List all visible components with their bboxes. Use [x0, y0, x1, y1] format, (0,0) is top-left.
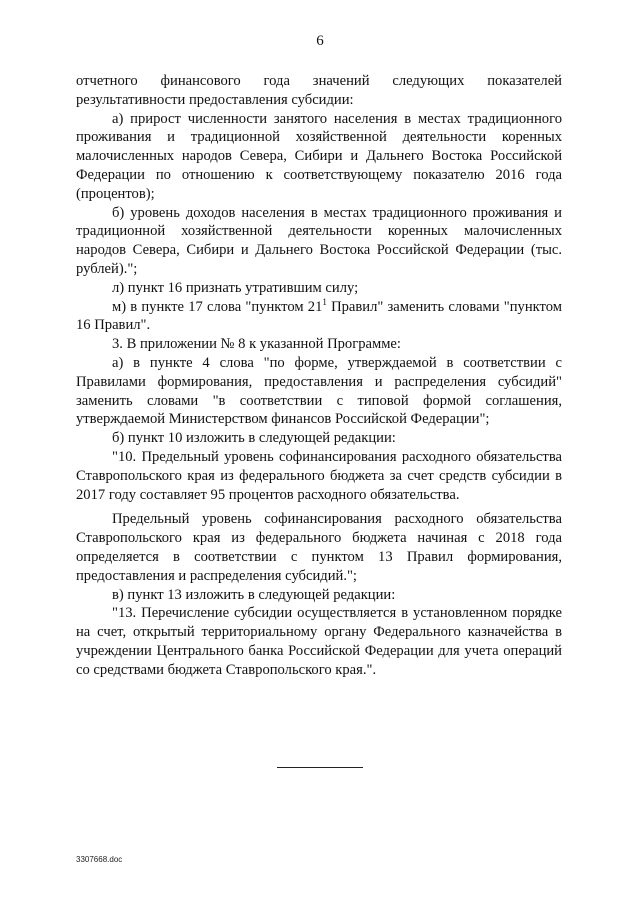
page-number: 6 [316, 33, 324, 49]
paragraph-section-3-item-a: а) в пункте 4 слова "по форме, утверждаемой в соответствии с Правилами формирования, предоставления и распределения субсидий" заменить словами "в соответствии с типовой формой соглашения, утверждаемой Министерством финансов Российской Федерации"; [76, 354, 562, 428]
item-m-text-before: м) в пункте 17 слова "пунктом 21 [112, 298, 323, 315]
paragraph-item-l: л) пункт 16 признать утратившим силу; [112, 279, 359, 296]
document-body [76, 72, 562, 680]
paragraph-point-10: "10. Предельный уровень софинансирования расходного обязательства Ставропольского края из федерального бюджета за счет средств субсидии в 2017 году составляет 95 процентов расходного обязательства. [76, 448, 562, 503]
footer-filename: 3307668.doc [76, 855, 123, 864]
item-m-text-after: Правил" заменить словами "пунктом 16 Правил". [76, 298, 562, 334]
paragraph-continuation: отчетного финансового года значений следующих показателей результативности предоставления субсидии: [76, 73, 562, 108]
paragraph-section-3-item-b: б) пункт 10 изложить в следующей редакции: [112, 430, 396, 447]
paragraph-point-13: "13. Перечисление субсидии осуществляется в установленном порядке на счет, открытый территориальному органу Федерального казначейства в учреждении Центрального банка Российской Федерации для учета операций со средствами бюджета Ставропольского края.". [76, 605, 562, 678]
item-m-superscript: 1 [322, 296, 327, 307]
paragraph-item-b-income: б) уровень доходов населения в местах традиционного проживания и традиционной хозяйственной деятельности коренных малочисленных народов Севера, Сибири и Дальнего Востока Российской Федерации (тыс. рублей)."; [76, 204, 562, 277]
paragraph-item-m [76, 298, 562, 336]
paragraph-cofinancing-level: Предельный уровень софинансирования расходного обязательства Ставропольского края из федерального бюджета начиная с 2018 года определяется в соответствии с пунктом 13 Правил формирования, предоставления и распределения субсидий."; [76, 511, 562, 584]
paragraph-section-3-item-v: в) пункт 13 изложить в следующей редакции: [112, 586, 396, 603]
paragraph-item-a-employment: а) прирост численности занятого населения в местах традиционного проживания и традиционной хозяйственной деятельности коренных малочисленных народов Севера, Сибири и Дальнего Востока Российской Федерации по отношению к соответствующему показателю 2016 года (процентов); [76, 110, 562, 202]
closing-divider-line [277, 767, 363, 768]
paragraph-section-3: 3. В приложении № 8 к указанной Программе: [112, 336, 401, 353]
